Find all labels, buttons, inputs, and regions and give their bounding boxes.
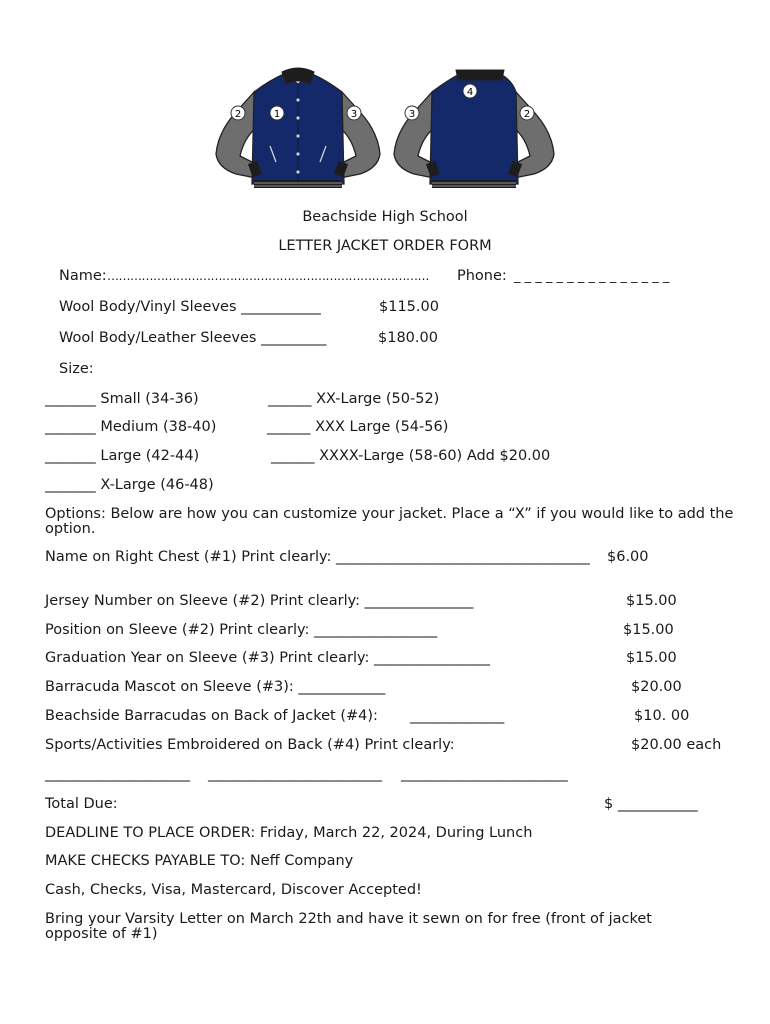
front-marker-c: 3: [350, 109, 358, 120]
form-title: LETTER JACKET ORDER FORM: [278, 238, 492, 254]
option-mascot-price: $20.00: [631, 679, 682, 695]
front-marker-b: 1: [273, 109, 281, 120]
option-name-chest-price: $6.00: [607, 549, 649, 565]
size-xxxlarge[interactable]: ______ XXX Large (54-56): [267, 419, 449, 435]
activity-line-1[interactable]: ____________________: [45, 766, 190, 782]
front-waistband: [254, 180, 342, 188]
back-marker-a: 4: [466, 87, 474, 98]
style-vinyl-price: $115.00: [379, 299, 439, 315]
front-marker-a: 2: [234, 109, 242, 120]
option-grad-year[interactable]: Graduation Year on Sleeve (#3) Print clearly: ________________: [45, 650, 490, 666]
payment-methods-note: Cash, Checks, Visa, Mastercard, Discover Accepted!: [45, 882, 422, 898]
option-mascot[interactable]: Barracuda Mascot on Sleeve (#3): ____________: [45, 679, 386, 695]
total-due-field[interactable]: $ ___________: [604, 796, 698, 812]
style-vinyl-label[interactable]: Wool Body/Vinyl Sleeves ___________: [59, 299, 321, 315]
style-leather-label[interactable]: Wool Body/Leather Sleeves _________: [59, 330, 327, 346]
option-name-chest[interactable]: Name on Right Chest (#1) Print clearly: ___________________________________: [45, 549, 590, 565]
total-due-label: Total Due:: [45, 796, 118, 812]
school-name: Beachside High School: [302, 209, 468, 225]
size-medium[interactable]: _______ Medium (38-40): [45, 419, 217, 435]
option-position-price: $15.00: [623, 622, 674, 638]
size-xxlarge[interactable]: ______ XX-Large (50-52): [268, 391, 440, 407]
options-intro: Options: Below are how you can customize your jacket. Place a “X” if you would like to add the option.: [45, 506, 734, 537]
size-small[interactable]: _______ Small (34-36): [45, 391, 199, 407]
option-sports-embroidery-price: $20.00 each: [631, 737, 722, 753]
phone-field-line[interactable]: _ _ _ _ _ _ _ _ _ _ _ _ _ _ _: [514, 269, 670, 284]
back-marker-b: 3: [408, 109, 416, 120]
back-collar: [456, 70, 504, 80]
activity-line-3[interactable]: _______________________: [401, 766, 568, 782]
option-position[interactable]: Position on Sleeve (#2) Print clearly: _________________: [45, 622, 438, 638]
option-grad-year-price: $15.00: [626, 650, 677, 666]
size-xxxxlarge[interactable]: ______ XXXX-Large (58-60) Add $20.00: [271, 448, 551, 464]
back-marker-c: 2: [523, 109, 531, 120]
size-large[interactable]: _______ Large (42-44): [45, 448, 200, 464]
back-waistband: [432, 180, 516, 188]
phone-label: Phone:: [457, 268, 507, 284]
deadline-note: DEADLINE TO PLACE ORDER: Friday, March 22, 2024, During Lunch: [45, 825, 533, 841]
option-jersey-number-price: $15.00: [626, 593, 677, 609]
name-label: Name:: [59, 268, 107, 284]
style-leather-price: $180.00: [378, 330, 438, 346]
option-back-name: Beachside Barracudas on Back of Jacket (#4):: [45, 708, 378, 724]
option-jersey-number[interactable]: Jersey Number on Sleeve (#2) Print clearly: _______________: [45, 593, 474, 609]
varsity-letter-note: Bring your Varsity Letter on March 22th and have it sewn on for free (front of jacket opposite of #1): [45, 911, 652, 942]
size-label: Size:: [59, 361, 94, 377]
front-collar: [282, 68, 314, 84]
option-back-name-price: $10. 00: [634, 708, 690, 724]
checks-payable-note: MAKE CHECKS PAYABLE TO: Neff Company: [45, 853, 354, 869]
name-field-line[interactable]: …………………………………………………………………………: [107, 269, 429, 283]
jacket-illustration: [210, 62, 560, 202]
front-jacket: [216, 68, 380, 188]
option-sports-embroidery[interactable]: Sports/Activities Embroidered on Back (#4) Print clearly:: [45, 737, 455, 753]
size-xlarge[interactable]: _______ X-Large (46-48): [45, 477, 214, 493]
activity-line-2[interactable]: ________________________: [208, 766, 382, 782]
option-back-name-blank[interactable]: _____________: [410, 708, 505, 724]
